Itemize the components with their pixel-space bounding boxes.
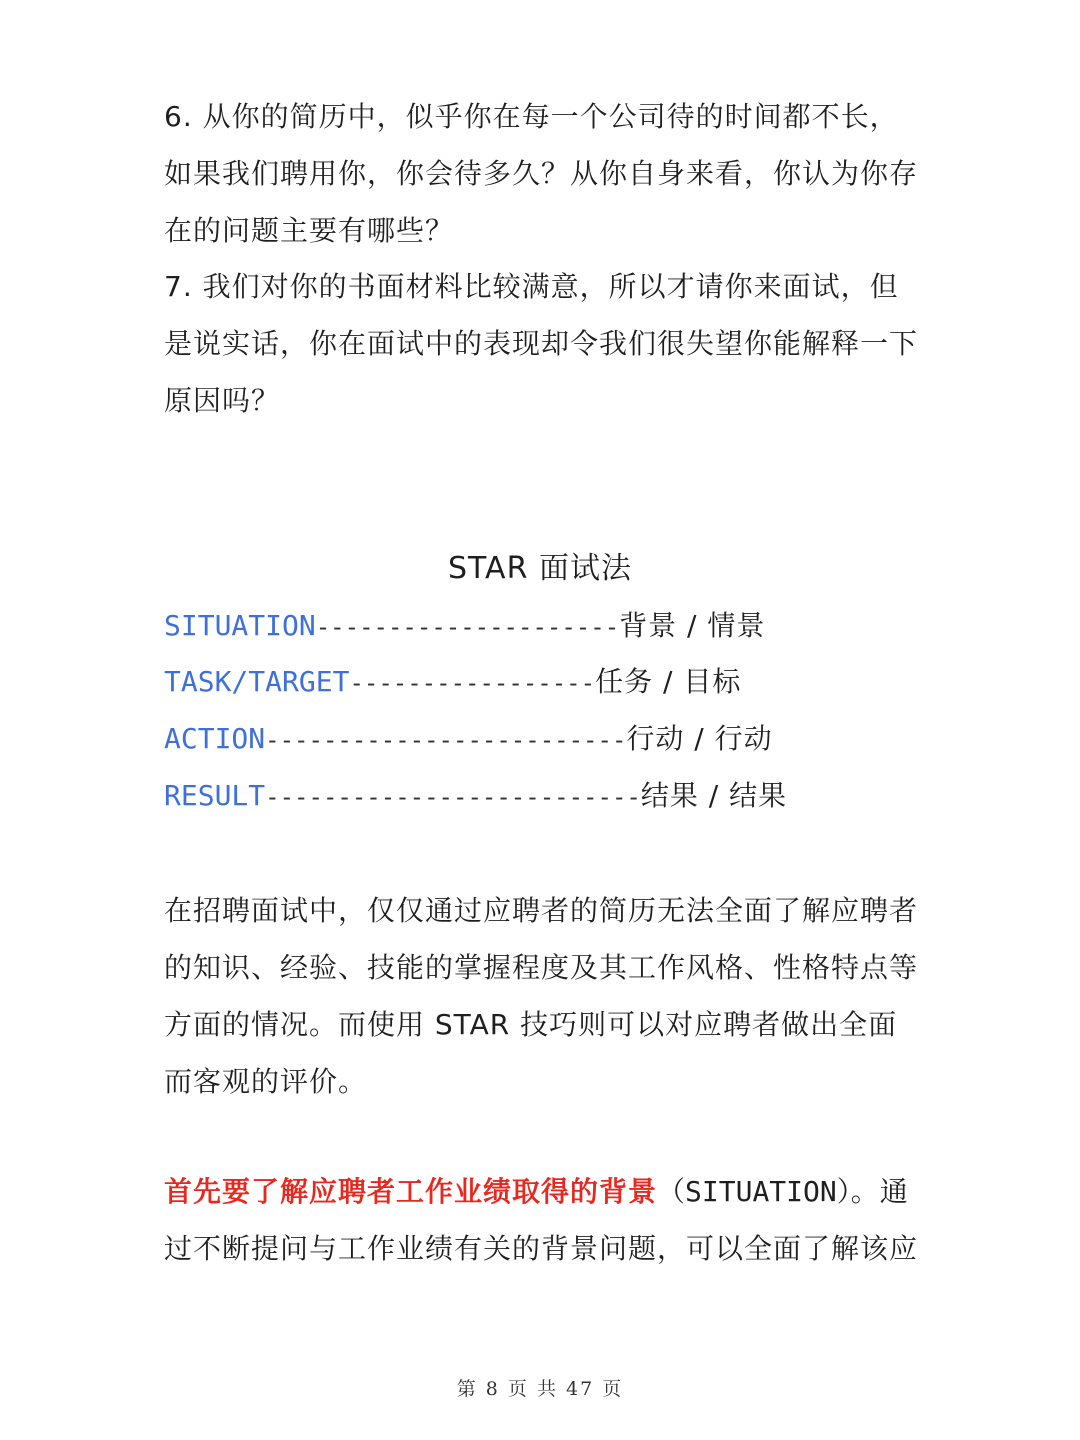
situation-tag: （SITUATION）: [657, 1175, 851, 1208]
situation-highlight: 首先要了解应聘者工作业绩取得的背景: [164, 1175, 658, 1208]
star-meaning: 背景 / 情景: [619, 609, 766, 642]
star-meaning: 任务 / 目标: [595, 665, 742, 698]
star-key: TASK/TARGET: [164, 665, 350, 698]
situation-paragraph: [164, 1163, 924, 1277]
star-title: STAR 面试法: [448, 551, 632, 586]
star-row-action: [164, 719, 773, 760]
question-6: 6. 从你的简历中，似乎你在每一个公司待的时间都不长，如果我们聘用你，你会待多久？从你自身来看，你认为你存在的问题主要有哪些？: [164, 100, 919, 247]
star-row-situation: [164, 606, 765, 647]
star-dashes: --------------------------: [265, 783, 641, 811]
star-row-task: [164, 662, 741, 703]
page-footer: 第 8 页 共 47 页: [456, 1378, 624, 1400]
star-dashes: ---------------------: [315, 613, 620, 641]
star-dashes: -----------------: [349, 669, 596, 697]
star-dashes: -------------------------: [265, 726, 627, 754]
star-key: ACTION: [164, 722, 266, 755]
star-row-result: [164, 776, 787, 817]
intro-paragraph: 在招聘面试中，仅仅通过应聘者的简历无法全面了解应聘者的知识、经验、技能的掌握程度及其工作风格、性格特点等方面的情况。而使用 STAR 技巧则可以对应聘者做出全面而客观的评价。: [164, 894, 919, 1098]
star-key: RESULT: [164, 779, 266, 812]
star-key: SITUATION: [164, 609, 316, 642]
star-meaning: 行动 / 行动: [626, 722, 773, 755]
situation-rest: 。通过不断提问与工作业绩有关的背景问题，可以全面了解该应: [164, 1175, 919, 1265]
question-7: 7. 我们对你的书面材料比较满意，所以才请你来面试，但是说实话，你在面试中的表现却令我们很失望你能解释一下原因吗？: [164, 270, 919, 417]
star-meaning: 结果 / 结果: [640, 779, 788, 812]
